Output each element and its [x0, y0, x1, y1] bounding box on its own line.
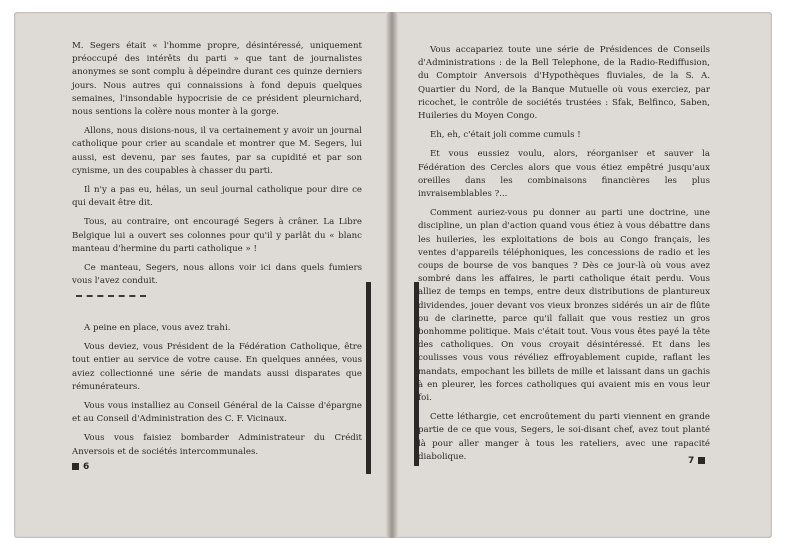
square-marker-icon — [72, 463, 79, 470]
paragraph: Allons, nous disions-nous, il va certainement y avoir un journal catholique pour crier au scandale et montrer que M. Segers, lui aussi, est devenu, par ses fautes, par sa cupidité et par son cynisme, un des coupables à chasser du parti. — [72, 126, 362, 176]
paragraph: Tous, au contraire, ont encouragé Segers à crâner. La Libre Belgique lui a ouvert ses colonnes pour qu'il y parlât du « blanc manteau d'hermine du parti catholique » ! — [72, 217, 362, 254]
square-marker-icon — [698, 457, 705, 464]
paragraph: Cette léthargie, cet encroûtement du parti viennent en grande partie de ce que vous, Segers, le soi-disant chef, avez tout planté là pour aller manger à tous les rateliers, avec une rapacité diabolique. — [418, 412, 710, 462]
margin-bar — [366, 282, 371, 474]
book-gutter — [386, 12, 398, 538]
paragraph: Vous deviez, vous Président de la Fédération Catholique, être tout entier au service de votre cause. En quelques années, vous aviez collectionné une série de mandats aussi disparates que rémunérateurs. — [72, 342, 362, 392]
page-number-left: 6 — [72, 462, 89, 472]
paragraph: A peine en place, vous avez trahi. — [84, 323, 231, 333]
paragraph: Et vous eussiez voulu, alors, réorganiser et sauver la Fédération des Cercles alors que vous étiez empêtré jusqu'aux oreilles dans les combinaisons financières les plus invraisemblables ?... — [418, 149, 710, 200]
paragraph: Comment auriez-vous pu donner au parti une doctrine, une discipline, un plan d'action quand vous étiez à vous débattre dans les huileries, les exploitations de bois au Congo français, les ventes d'appareils téléphoniques, les concessions de radio et les coups de bourse de vos banques ? Dès ce jour-là où vous avez sombré dans les affaires, le parti catholique était perdu. Vous alliez de temps en temps, entre deux distributions de plantureux dividendes, jouer devant vos vieux bronzes sidérés un air de flûte ou de clarinette, parce qu'il fallait que vous restiez un gros bonhomme politique. Mais c'était tout. Vous vous êtes payé la tête des catholiques. On vous croyait désintéressé. Et dans les coulisses vous vous révéliez effroyablement cupide, raflant les mandats, empochant les billets de mille et laissant dans un gachis à en pleurer, les forces catholiques qui avaient mis en vous leur foi. — [418, 208, 710, 404]
paragraph: Vous accapariez toute une série de Présidences de Conseils d'Administrations : de la Bell Telephone, de la Radio-Rediffusion, du Comptoir Anversois d'Hypothèques fluviales, de la S. A. Quartier du Nord, de la Banque Mutuelle où vous exerciez, par ricochet, le contrôle de sociétés trustées : Sfak, Belfinco, Saben, Huileries du Moyen Congo. — [418, 45, 710, 122]
paragraph: Eh, eh, c'était joli comme cumuls ! — [430, 130, 581, 141]
paragraph: M. Segers était « l'homme propre, désintéressé, uniquement préoccupé des intérêts du parti » que tant de journalistes anonymes se sont complu à dépeindre durant ces quinze derniers jours. Nous autres qui connaissions à fond depuis quelques semaines, l'insondable hypocrisie de ce président pleurnichard, nous sentions la colère nous monter à la gorge. — [72, 41, 362, 118]
left-top-text — [72, 40, 362, 294]
paragraph: Ce manteau, Segers, nous allons voir ici dans quels fumiers vous l'avez conduit. — [72, 263, 362, 287]
paragraph: Vous vous faisiez bombarder Administrateur du Crédit Anversois et de sociétés intercommunales. — [72, 433, 362, 457]
paragraph: Il n'y a pas eu, hélas, un seul journal catholique pour dire ce qui devait être dit. — [72, 185, 362, 209]
paragraph: Vous vous installiez au Conseil Général de la Caisse d'épargne et au Conseil d'Administration des C. F. Vicinaux. — [72, 401, 362, 425]
left-bottom-text — [72, 322, 362, 465]
right-text — [418, 44, 710, 470]
section-divider — [76, 295, 146, 297]
page-number-right: 7 — [688, 456, 705, 466]
